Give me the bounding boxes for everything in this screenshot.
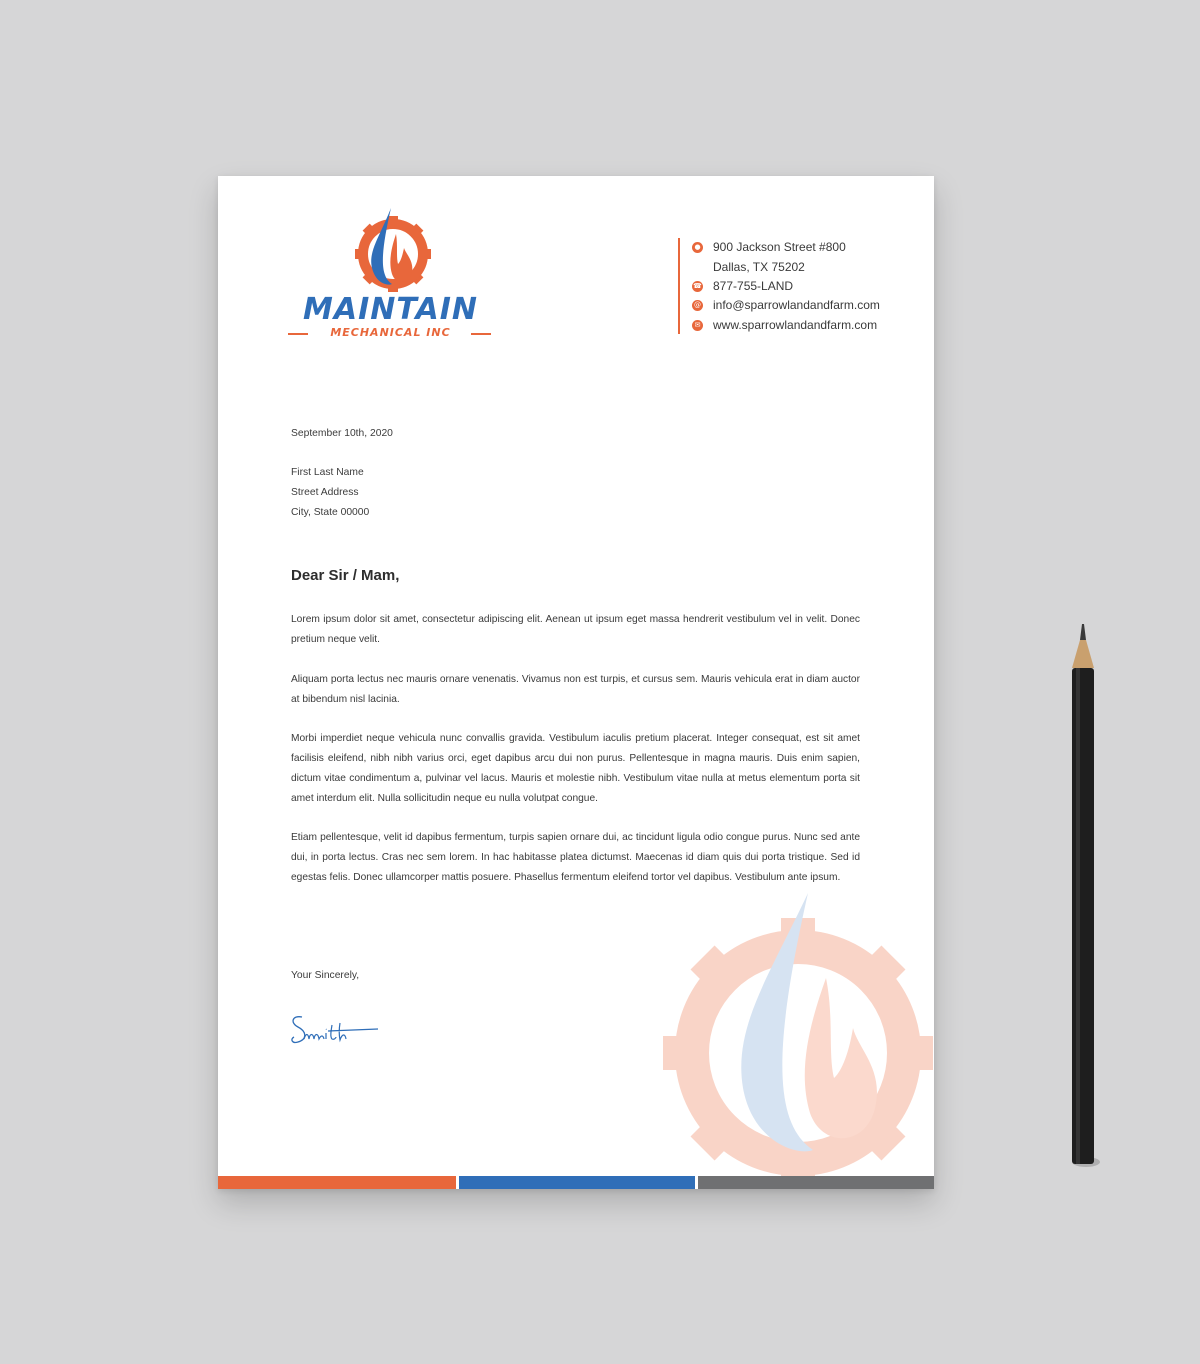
contact-block [678,238,920,334]
contact-web-row [692,316,877,334]
address-line1: 900 Jackson Street #800 [713,240,846,254]
company-subtitle: MECHANICAL INC [330,326,451,339]
location-pin-icon: ● [692,242,703,253]
address-line2: Dallas, TX 75202 [713,260,805,274]
recipient-street: Street Address [291,487,359,498]
contact-phone-row [692,277,793,295]
paragraph-3: Morbi imperdiet neque vehicula nunc convallis gravida. Vestibulum iaculis pretium placerat. Integer consequat, est sit amet facilisis eleifend, nibh nibh varius orci, eget dapibus arcu dui non purus. Pellentesque in magna mauris. Duis enim sapien, dictum vitae condimentum a, pulvinar vel lacus. Mauris et molestie nibh. Vestibulum vitae nulla at metus elementum porta sit amet interdum elit. Nulla sollicitudin neque eu nulla volutpat congue. [291,733,860,804]
gear-flame-emblem-icon [288,206,493,296]
paragraph-4: Etiam pellentesque, velit id dapibus fermentum, turpis sapien ornare dui, ac tincidunt ligula odio congue purus. Nunc sed ante dui, in porta lectus. Cras nec sem lorem. In hac habitasse platea dictumst. Maecenas id diam quis dui porta tristique. Sed id egestas felis. Donec ullamcorper mattis posuere. Phasellus fermentum eleifend tortor vel dapibus. Vestibulum ante ipsum. [291,832,860,883]
watermark-emblem-icon [658,888,934,1178]
company-name: MAINTAIN [303,292,478,327]
recipient-city: City, State 00000 [291,507,370,518]
recipient-block [291,463,369,523]
web-icon: ✉ [692,320,703,331]
company-logo [288,206,493,341]
paragraph-1: Lorem ipsum dolor sit amet, consectetur adipiscing elit. Aenean ut ipsum eget massa hendrerit vestibulum vel in velit. Donec pretium neque velit. [291,614,860,645]
contact-address-row-2 [713,258,805,276]
greeting: Dear Sir / Mam, [291,567,400,584]
logo-divider-right [471,333,491,335]
footer-bar-gray [698,1176,934,1189]
footer-bar-blue [459,1176,695,1189]
phone-number: 877-755-LAND [713,279,794,293]
handwritten-signature [288,1011,383,1056]
closing: Your Sincerely, [291,970,360,981]
footer-bar-orange [218,1176,456,1189]
email-address[interactable]: info@sparrowlandandfarm.com [713,298,880,312]
recipient-name: First Last Name [291,467,364,478]
contact-email-row [692,296,880,314]
contact-address-row [692,238,846,256]
email-icon: @ [694,300,701,309]
phone-icon: ☎ [693,281,702,290]
paragraph-2: Aliquam porta lectus nec mauris ornare venenatis. Vivamus non est turpis, et cursus sem. Mauris vehicula erat in diam auctor at bibendum nisl lacinia. [291,674,860,705]
letter-date: September 10th, 2020 [291,428,393,439]
letterhead-paper [218,176,934,1189]
pencil-icon [1064,620,1104,1170]
website-url[interactable]: www.sparrowlandandfarm.com [713,318,878,332]
